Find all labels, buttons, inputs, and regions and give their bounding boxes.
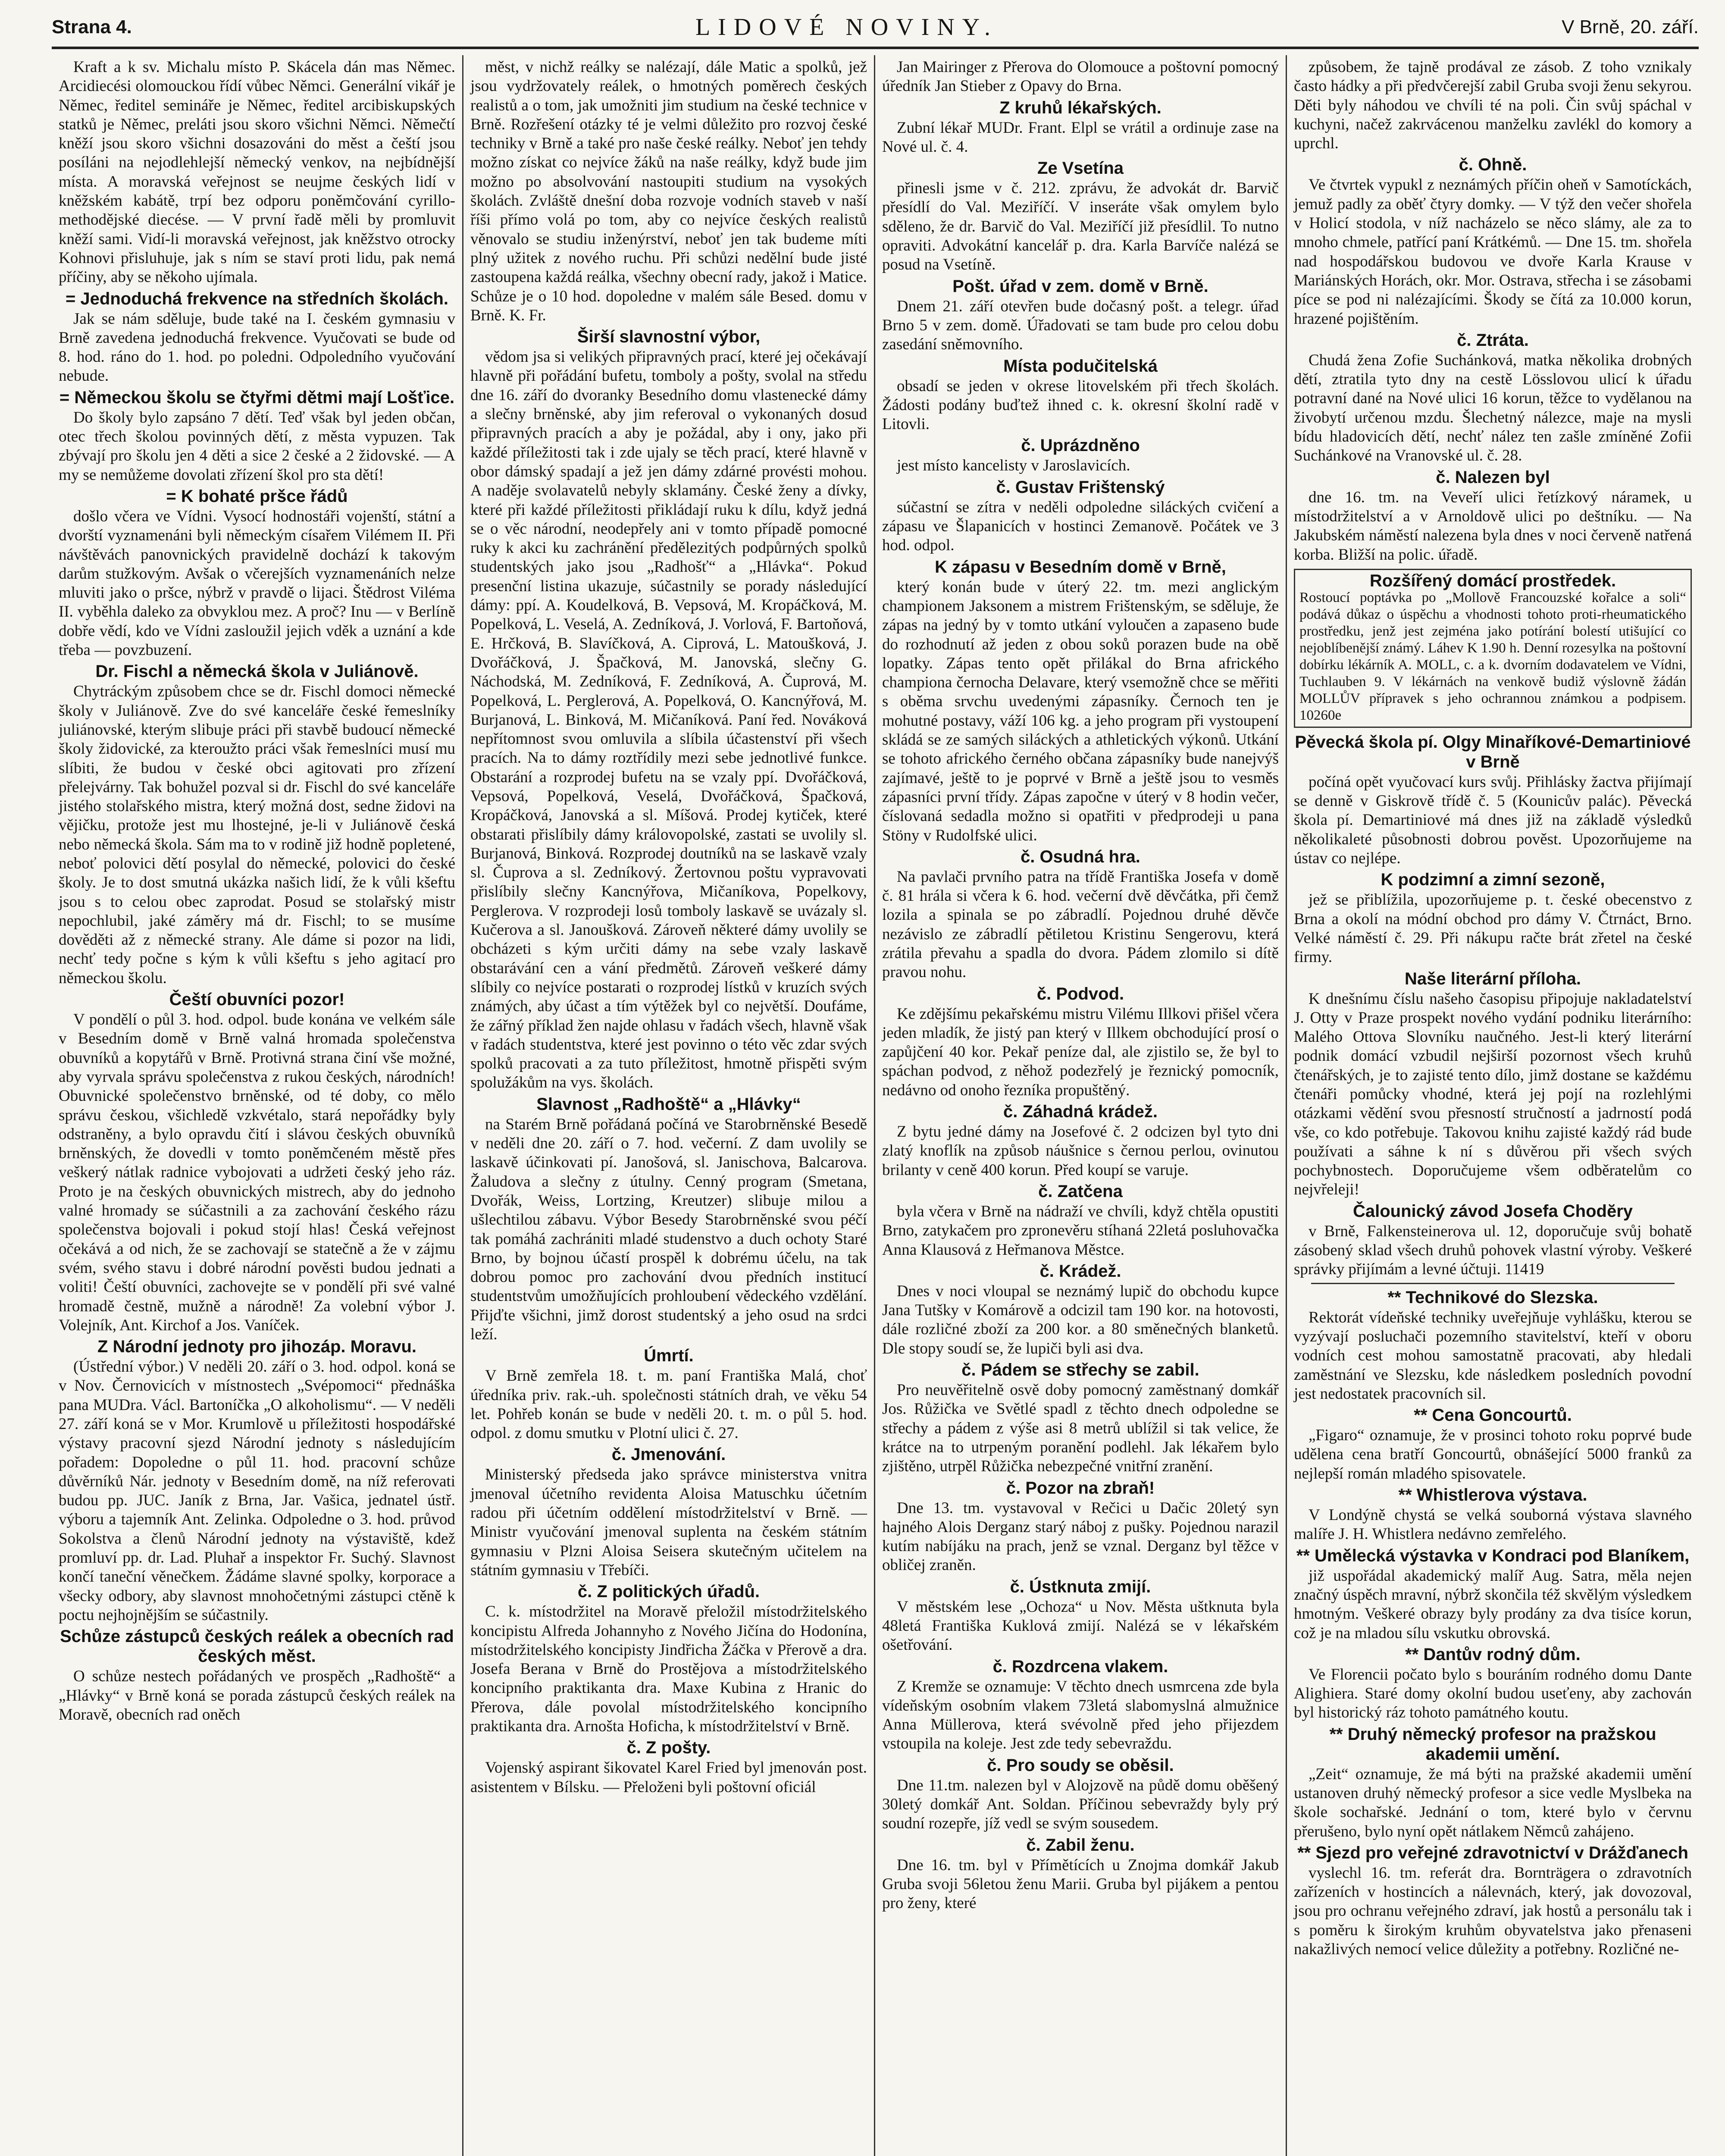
article-paragraph: v Brně, Falkensteinerova ul. 12, doporučuje svůj bohatě zásobený sklad všech druhů pohovek vlastní výroby. Veškeré správky přijímám a levné účtuji. 11419: [1294, 1222, 1692, 1279]
article-heading: č. Podvod.: [1036, 984, 1124, 1003]
article-paragraph: došlo včera ve Vídni. Vysocí hodnostáři vojenští, státní a dvorští vyznamenáni byli německým císařem Vilémem II. Při návštěvách panovnických pravidelně dochází k takovým darům stužkovým. Avšak o včerejších vyznamenáních nelze mluviti jako o pršce, nýbrž v pravdě o lijaci. Štědrost Viléma II. vyběhla daleko za obvyklou mez. A proč? Inu — v Berlíně dobře vědí, kdo ve Vídni zasloužil jejich vděk a uznání a kde třeba — povzbuzení.: [59, 507, 455, 659]
article-paragraph: Dne 16. tm. byl v Přímětících u Znojma domkář Jakub Gruba svoji 56letou ženu Marii. Gruba byl pijákem a pentou pro ženy, které: [882, 1856, 1279, 1912]
article-paragraph: Jak se nám sděluje, bude také na I. českém gymnasiu v Brně zavedena jednoduchá frekvence. Vyučovati se bude od 8. hod. ráno do 1. hod. po poledni. Odpoledního vyučování nebude.: [59, 310, 455, 385]
column-2: [463, 55, 875, 2156]
article-paragraph: již uspořádal akademický malíř Aug. Satra, měla nejen značný úspěch mravní, nýbrž skončila též skvělým výsledkem hmotným. Veškeré obrazy byly prodány za dva tisíce korun, což je na mladou sílu vskutku obrovská.: [1294, 1567, 1692, 1642]
article-heading: = K bohaté pršce řádů: [166, 486, 348, 506]
article-paragraph: Ve čtvrtek vypukl z neznámých příčin oheň v Samotíckách, jemuž padly za oběť čtyry domky. — V týž den večer shořela v Holicí stodola, v níž nacházelo se něco slámy, ale za to mnoho chmele, patřící paní Krátkémů. — Dne 15. tm. shořela nad hospodářskou budovou ve dvoře Karla Krause v Mariánských Horách, okr. Mor. Ostrava, střecha i se zásobami píce se pod ni nalézajícími. Škody se čítá za 10.000 korun, hrazené pojištěním.: [1294, 176, 1692, 328]
article-paragraph: byla včera v Brně na nádraží ve chvíli, když chtěla opustiti Brno, zatykačem pro zpronevěru stíhaná 22letá posluhovačka Anna Klausová z Heřmanova Městce.: [882, 1202, 1279, 1259]
article-heading: = Jednoduchá frekvence na středních školách.: [65, 289, 449, 308]
article-heading: = Německou školu se čtyřmi dětmi mají Lošťice.: [59, 388, 455, 407]
article-paragraph: V městském lese „Ochoza“ u Nov. Města uštknuta byla 48letá Františka Kuklová zmijí. Nalézá se v lékařském ošetřování.: [882, 1598, 1279, 1654]
article-paragraph: Z bytu jedné dámy na Josefové č. 2 odcizen byl tyto dni zlatý knoflík na způsob náušnice s černou perlou, ovinutou brilanty v ceně 400 korun. Před koupí se varuje.: [882, 1123, 1279, 1179]
article-paragraph: Pro neuvěřitelně osvě doby pomocný zaměstnaný domkář Jos. Růžička ve Světlé spadl z těchto dnech odpoledne se střechy a pádem z výše asi 8 metrů ublížil si tak velice, že krátce na to utrpeným poranění podlehl. Jak lékařem bylo zjištěno, utrpěl Růžička nebezpečné vnitřní zranění.: [882, 1381, 1279, 1476]
article-paragraph: měst, v nichž reálky se nalézají, dále Matic a spolků, jež jsou vydržovately reálek, o hmotných poměrech českých realistů a o tom, jak umožniti jim studium na české technice v Brně. Rozřešení otázky té je velmi důležito pro rozvoj české techniky v Brně a také pro naše české reálky. Neboť jen tehdy možno získat co nejvíce žáků na naše reálky, když bude jim možno po absolvování nastoupiti studium na vysokých školách. Zvláště dnešní doba rozvoje vodních staveb v naší říši přímo volá po tom, aby co nejvíce českých realistů věnovalo se studiu inženýrství, neboť jen tak budeme míti plný užitek z nového ruchu. Při schůzi nedělní bude jisté zastoupena každá reálka, všechny obecní rady, jakož i Matice. Schůze je o 10 hod. dopoledne v malém sále Besed. domu v Brně. K. Fr.: [470, 58, 867, 324]
article-heading: Úmrtí.: [644, 1346, 694, 1366]
article-paragraph: Vojenský aspirant šikovatel Karel Fried byl jmenován post. asistentem v Bílsku. — Přeloženi byli poštovní oficiál: [470, 1759, 867, 1796]
article-paragraph: Jan Mairinger z Přerova do Olomouce a poštovní pomocný úředník Jan Stieber z Opavy do Brna.: [882, 58, 1279, 95]
advertisement-text: Rostoucí poptávka po „Mollově Francouzské kořalce a soli“ podává důkaz o úspěchu a vhodnosti tohoto proti-rheumatického prostředku, jenž jest zejména jako potírání bolestí utišující co nejoblíbenější známý. Láhev K 1.90 h. Denní rozesylka na poštovní dobírku lékárník A. MOLL, c. a k. dvorním dodavatelem ve Vídni, Tuchlauben 9. V lékárnách na venkově budiž výslovně žádán MOLLŮV přípravek s jeho ochrannou známkou a podpisem. 10260e: [1299, 589, 1686, 723]
column-4: [1287, 55, 1699, 2156]
article-heading: K podzimní a zimní sezoně,: [1381, 870, 1605, 890]
article-paragraph: vědom jsa si velikých připravných prací, které jej očekávají hlavně při pořádání bufetu, tomboly a pošty, svolal na středu dne 16. září do dvoranky Besedního domu vlastenecké dámy a slečny brněnské, aby jim referoval o vykonaných dosud připravných pracích a aby je požádal, aby i ony, jako při každé příležitosti tak i zde ujaly se těch prací, které hlavně v obor dámský spadají a jež jen dámy zdárné provésti mohou. A naděje svolavatelů nebyly sklamány. České ženy a dívky, které při každé příležitosti přikládají ruku k dílu, když jedná se o věc národní, neodepřely ani v tomto případě pomocné ruky k akci ku zachránění předělezitých podpůrných spolků studentských jako jsou „Radhošť“ a „Hlávka“. Pokud presenční listina ukazuje, súčastnily se porady následující dámy: ppí. A. Koudelková, B. Vepsová, M. Kropáčková, M. Popelková, L. Veselá, A. Zedníková, J. Vorlová, F. Bartoňová, E. Hrčková, B. Slavíčková, A. Ciprová, L. Matoušková, J. Dvořáčková, J. Špačková, M. Janovská, slečny G. Náchodská, M. Zedníková, F. Zedníková, A. Čuprová, M. Popelková, L. Perglerová, A. Popelková, O. Kancnýřová, M. Burjanová, L. Binková, M. Mičaníková. Paní řed. Nováková nepřítomnost svou omluvila a slíbila účastenství při všech pracích. Na to dámy roztřídily mezi sebe jednotlivé funkce. Obstarání a rozprodej bufetu na se vzaly ppí. Dvořáčková, Vepsová, Popelková, Veselá, Dvořáčková, Špačková, Kropáčková, Janovská a sl. Míšová. Prodej kytiček, které obstarati přislíbily dámy královopolské, zastati se uvolily sl. Burjanová, Binková. Rozprodej doutníků na se laskavě vzaly sl. Čuprova a sl. Zedníkový. Žertovnou poštu vypravovati přislíbily slečny Kancnýřova, Mičaníkova, Popelkovy, Perglerova. V rozprodeji losů tomboly laskavě se uvázaly sl. Kučerova a sl. Janoušková. Zároveň některé dámy uvolily se obcházeti s kým určiti dámy na sebe vzaly laskavě obstarávání cen a vání předmětů. Zároveň veškeré dámy slíbily co nejvíce postarati o rozprodej lístků v kruzích svých známých, aby účast a tím výtěžek byl co největší. Doufáme, že zářný příklad žen najde ohlasu v řadách všech, hlavně však v řadách studentstva, které jest povinno o této věc zdar svých spolků pracovati a za tuto příležitost, hmotně přispěti svým spolužákům na vys. školách.: [470, 348, 867, 1092]
article-paragraph: Do školy bylo zapsáno 7 dětí. Teď však byl jeden občan, otec třech školou povinných dětí, z města vypuzen. Tak zbývají pro školu jen 4 děti a sice 2 české a 2 židovské. — A my se nemůžeme dovolati zřízení škol pro sta dětí!: [59, 408, 455, 484]
article-paragraph: Rektorát vídeňské techniky uveřejňuje vyhlášku, kterou se vyzývají posluchači pozemního stavitelství, kteří v oboru vodních cest mohou samostatně pracovati, aby hledali zaměstnání ve Slezsku, kde následkem posledních povodní jest nedostatek pracovních sil.: [1294, 1308, 1692, 1403]
article-heading: ** Druhý německý profesor na pražskou akademii umění.: [1329, 1724, 1656, 1764]
article-paragraph: počíná opět vyučovací kurs svůj. Přihlásky žactva přijímají se denně v Giskrově třídě č. 5 (Kounicův palác). Pěvecká škola pí. Demartiniové má dnes již na základě výsledků několikaleté působnosti dobrou pověst. Upozorňujeme na ústav co nejlépe.: [1294, 773, 1692, 868]
newspaper-title: LIDOVÉ NOVINY.: [695, 14, 998, 41]
article-heading: Širší slavnostní výbor,: [577, 327, 761, 347]
text-columns: [52, 55, 1699, 2156]
article-paragraph: Dne 11.tm. nalezen byl v Alojzově na půdě domu oběšený 30letý domkář Ant. Soldan. Příčinou sebevraždy byly prý soudní rozepře, jíž vedl se svým sousedem.: [882, 1776, 1279, 1833]
article-heading: č. Pro soudy se oběsil.: [987, 1755, 1174, 1775]
article-heading: Pěvecká škola pí. Olgy Minaříkové-Demartiniové v Brně: [1295, 732, 1691, 771]
article-heading: č. Ztráta.: [1457, 330, 1529, 350]
advertisement-box: [1294, 569, 1692, 728]
article-heading: č. Zabil ženu.: [1026, 1835, 1135, 1855]
article-heading: ** Dantův rodný dům.: [1405, 1645, 1581, 1664]
issue-date: V Brně, 20. září.: [1562, 16, 1699, 38]
article-heading: č. Pozor na zbraň!: [1006, 1478, 1155, 1498]
article-heading: Dr. Fischl a německá škola v Juliánově.: [95, 662, 419, 681]
advertisement-title: Rozšířený domácí prostředek.: [1369, 571, 1616, 590]
page-number: Strana 4.: [52, 16, 132, 38]
article-paragraph: Dne 13. tm. vystavoval v Rečici u Dačic 20letý syn hajného Alois Derganz starý náboj z pušky. Pojednou narazil kutím nabíjáku na prach, jenž se vznal. Derganz byl těžce v obličej zraněn.: [882, 1499, 1279, 1574]
article-paragraph: Chytráckým způsobem chce se dr. Fischl domoci německé školy v Juliánově. Zve do své kanceláře české řemeslníky juliánovské, kterým slibuje práci při stavbě budoucí německé školy židovické, za kteroužto práci však řemeslníci musí mu slíbiti, že budou v české obci agitovati pro zřízení přelejvárny. Tak bohužel pozval si dr. Fischl do své kanceláře jistého stolařského mistra, který možná dost, sedne židovi na vějičku, protože jest mu lhostejné, je-li v Juliánově česká nebo německá škola. Sám ma to v rodině již hodně popletené, neboť polovici dětí posylal do německé, polovici do české školy. Je to dost smutná ukázka našich lidí, že k vůli kšeftu jsou s to celou obec zaprodat. Posud se stolařský mistr nepochlubil, jaké záměry má dr. Fischl; to se musíme dověděti až z německé strany. Ale dáme si pozor na lidi, nechť tedy počne s kým k vůli kšeftu s jeho agitací pro německou školu.: [59, 683, 455, 987]
article-paragraph: O schůze nestech pořádaných ve prospěch „Radhoště“ a „Hlávky“ v Brně koná se porada zástupců českých reálek na Moravě, obecních rad oněch: [59, 1667, 455, 1724]
article-heading: č. Ústknuta zmijí.: [1010, 1577, 1151, 1596]
article-heading: Schůze zástupců českých reálek a obecních rad českých měst.: [60, 1627, 454, 1666]
article-heading: ** Sjezd pro veřejné zdravotnictví v Drážďanech: [1297, 1843, 1688, 1862]
column-1: [52, 55, 463, 2156]
article-paragraph: Ve Florencii počato bylo s bouráním rodného domu Dante Alighiera. Staré domy okolní budou useťeny, aby zachován byl historický ráz tohoto památného koutu.: [1294, 1665, 1692, 1722]
article-paragraph: Dnes v noci vloupal se neznámý lupič do obchodu kupce Jana Tutšky v Komárově a odcizil tam 190 kor. na hotovosti, dále rozličné zboží za 200 kor. a 80 směnečných blanketů. Dle stopy soudí se, že lupiči byli asi dva.: [882, 1282, 1279, 1357]
article-heading: č. Z pošty.: [626, 1738, 711, 1758]
article-heading: ** Technikové do Slezska.: [1387, 1288, 1598, 1307]
article-paragraph: Kraft a k sv. Michalu místo P. Skácela dán mas Němec. Arcidiecési olomouckou řídí vůbec Němci. Generální vikář je Němec, ředitel semináře je Němec, ředitel arcibiskupských statků je Němec, preláti jsou skoro všichni Němci. Němečtí kněží jsou skoro všichni dosazováni do měst a čeští jsou posíláni na nejodlehlejší německý venkov, na nejbídnější místa. A moravská veřejnost se neujme českých lidí v kněžském kabátě, trpí bez odporu poněmčování cyrillo-methodějské diecése. — V první řadě měli by promluvit kněží sami. Vidí-li moravská veřejnost, jak kněžstvo otrocky Kohnovi přisluhuje, jak s ním se staví proti lidu, pak nemá příčiny, aby se někoho ujímala.: [59, 58, 455, 286]
article-heading: Místa podučitelská: [1003, 356, 1158, 376]
article-heading: Z Národní jednoty pro jihozáp. Moravu.: [97, 1337, 417, 1357]
article-paragraph: Z Kremže se oznamuje: V těchto dnech usmrcena zde byla vídeňským osobním vlakem 73letá slabomyslná almužnice Anna Müllerova, která svévolně před jeho přijezdem vstoupila na koleje. Jest zde tedy sebevraždu.: [882, 1677, 1279, 1753]
article-paragraph: V Londýně chystá se velká souborná výstava slavného malíře J. H. Whistlera nedávno zemřelého.: [1294, 1506, 1692, 1543]
article-paragraph: Ministerský předseda jako správce ministerstva vnitra jmenoval účetního revidenta Aloisa Matuschku účetním radou při účetním oddělení místodržitelství v Brně. — Ministr vyučování jmenoval suplenta na českém státním gymnasiu v Plzni Aloisa Seisera skutečným učitelem na státním gymnasiu v Třebíči.: [470, 1466, 867, 1579]
article-heading: č. Rozdrcena vlakem.: [992, 1657, 1168, 1676]
article-paragraph: způsobem, že tajně prodával ze zásob. Z toho vznikaly často hádky a při předvčerejší zabil Gruba svoji ženu sekyrou. Děti byly náhodou ve chvíli té na poli. Čin svůj spáchal v kuchyni, načež zakrvácenou manželku zavlékl do komory a uprchl.: [1294, 58, 1692, 153]
article-paragraph: obsadí se jeden v okrese litovelském při třech školách. Žádosti podány buďtež ihned c. k. okresní školní radě v Litovli.: [882, 377, 1279, 433]
article-heading: ** Whistlerova výstava.: [1398, 1485, 1587, 1505]
article-paragraph: (Ústřední výbor.) V neděli 20. září o 3. hod. odpol. koná se v Nov. Černovicích v místnostech „Svépomoci“ přednáška pana MUDra. Václ. Bartoníčka „O alkoholismu“. — V neděli 27. září koná se v Mor. Krumlově u příležitosti hospodářské výstavy pracovní sjezd Národní jednoty s následujícím pořadem: Dopoledne o půl 11. hod. pracovní schůze důvěrníků Nár. jednoty v Besedním domě, na níž referovati budou pp. JUC. Janík z Brna, Jar. Vašica, jednatel ústř. výboru a tajemník Ant. Zelinka. Odpoledne o 3. hod. průvod Sokolstva a členů Národní jednoty na výstaviště, kdež promluví pp. dr. Lad. Pluhař a inspektor Fr. Suchý. Slavnost končí taneční věnečkem. Žádáme slavné spolky, korporace a všecky odbory, aby slavnost mnohočetnými zástupci ctěně k poctu nejhojnějším se súčastnily.: [59, 1358, 455, 1624]
article-paragraph: súčastní se zítra v neděli odpoledne siláckých cvičení a zápasu ve Šlapanicích v hostinci Zemanově. Počátek ve 3 hod. odpol.: [882, 498, 1279, 555]
article-heading: č. Z politických úřadů.: [577, 1582, 760, 1601]
section-divider: [1311, 1283, 1675, 1284]
article-heading: Slavnost „Radhoště“ a „Hlávky“: [536, 1094, 801, 1114]
article-heading: Čeští obuvníci pozor!: [169, 990, 345, 1009]
article-heading: ** Umělecká výstavka v Kondraci pod Blaníkem,: [1296, 1546, 1690, 1565]
article-heading: ** Cena Goncourtů.: [1414, 1406, 1572, 1425]
article-heading: Naše literární příloha.: [1404, 969, 1581, 988]
article-heading: č. Záhadná krádež.: [1003, 1102, 1158, 1122]
article-heading: č. Krádež.: [1039, 1261, 1121, 1281]
article-paragraph: V Brně zemřela 18. t. m. paní Františka Malá, choť úředníka priv. rak.-uh. společnosti státních drah, ve věku 54 let. Pohřeb konán se bude v neděli 20. t. m. o půl 5. hod. odpol. z domu smutku v Plotní ulici č. 27.: [470, 1367, 867, 1442]
article-paragraph: Ke zdějšímu pekařskému mistru Vilému Illkovi přišel včera jeden mladík, že jistý pan který v Illkem obchodující prosí o zapůjčení 40 kor. Pekař peníze dal, ale zjistilo se, že byl to spáchan podvod, z něhož podezřelý je řeznický pomocník, nedávno od onoho řezníka propuštěný.: [882, 1005, 1279, 1099]
article-paragraph: „Figaro“ oznamuje, že v prosinci tohoto roku poprvé bude udělena cena bratří Goncourtů, obnášející 5000 franků za nejlepší román mladého spisovatele.: [1294, 1426, 1692, 1482]
column-3: [875, 55, 1287, 2156]
article-paragraph: vyslechl 16. tm. referát dra. Bornträgera o zdravotních zařízeních v hostincích a nálevnách, který, jak dovozoval, jsou pro ochranu veřejného zdraví, jak hostů a personálu tak i s poměru k širokým kruhům obyvatelstva jako přenaseni nakažlivých nemocí velice důležity a potřebny. Rozličné ne-: [1294, 1864, 1692, 1959]
article-heading: Z kruhů lékařských.: [999, 98, 1161, 117]
article-heading: K zápasu v Besedním domě v Brně,: [935, 557, 1226, 577]
article-paragraph: V pondělí o půl 3. hod. odpol. bude konána ve velkém sále v Besedním domě v Brně valná hromada společenstva obuvníků a kopytářů v Brně. Protivná strana činí vše možné, aby vyrvala správu společenstva z rukou českých, národních! Obuvnické společenstvo brněnské, od té doby, co mělo správu českou, všichledě vzkvétalo, stará nepořádky byly odstraněny, a bylo opravdu čití i slávou českých obuvníků brněnských, že dovedli v tomto poněmčeném městě přes veškerý nátlak radnice vybojovati a udržeti český jeho ráz. Proto je na českých obuvnických mistrech, aby do jednoho valné hromady se súčastnili a za zachování českého rázu společenstva bojovali i pokud stojí hlas! Česká veřejnost očekává a od nich, že se zachovají se statečně a že v zájmu svém, svého stavu i dobré národní pověsti budou jednati a voliti! Čeští obuvníci, zachovejte se v pondělí při své valné hromadě čestně, mužně a národně! Za volební výbor J. Volejník, Ant. Kirchof a Jos. Vaníček.: [59, 1011, 455, 1334]
article-paragraph: Chudá žena Zofie Suchánková, matka několika drobných dětí, ztratila tyto dny na cestě Lösslovou ulicí k úřadu potravní dané na Nové ulici 16 korun, těžce to vydělanou na živobytí určenou mzdu. Šlechetný nálezce, maje na mysli bídu hladovicích dětí, nechť nález ten zašle zmíněné Zofii Suchánkové na Vranovské ul. č. 28.: [1294, 351, 1692, 465]
article-heading: Pošt. úřad v zem. domě v Brně.: [952, 276, 1208, 296]
article-paragraph: dne 16. tm. na Veveří ulici řetízkový náramek, u místodržitelství a v Arnoldově ulici po deštníku. — Na Jakubském náměstí nalezena byla dnes v noci červeně natřená korba. Bližší na polic. úřadě.: [1294, 488, 1692, 564]
article-paragraph: „Zeit“ oznamuje, že má býti na pražské akademii umění ustanoven druhý německý profesor a sice vedle Myslbeka na škole sochařské. Jednání o tom, které bylo v červnu přerušeno, bylo nyní opět nátlakem Němců zahájeno.: [1294, 1765, 1692, 1840]
article-paragraph: Zubní lékař MUDr. Frant. Elpl se vrátil a ordinuje zase na Nové ul. č. 4.: [882, 119, 1279, 156]
article-paragraph: přinesli jsme v č. 212. zprávu, že advokát dr. Barvič přesídlí do Val. Meziříčí. V inseráte však omylem bylo sděleno, že dr. Barvič do Val. Meziříčí již přesídlil. To nutno opraviti. Advokátní kancelář p. dra. Karla Barvíče nalézá se posud na Vsetíně.: [882, 179, 1279, 274]
article-heading: č. Zatčena: [1038, 1181, 1123, 1201]
article-paragraph: C. k. místodržitel na Moravě přeložil místodržitelského koncipistu Alfreda Johannyho z Nového Jičína do Hodonína, místodržitelského koncipisty Jindřicha Žáčka v Přerově a dra. Josefa Berana v Brně do Prostějova a místodržitelského koncipního praktikanta dra. Maxe Kubina z Hranic do Přerova, dále povolal místodržitelského koncipního praktikanta dra. Arnošta Hoficha, k místodržitelství v Brně.: [470, 1603, 867, 1736]
article-paragraph: jest místo kancelisty v Jaroslavicích.: [897, 457, 1130, 475]
article-heading: č. Pádem se střechy se zabil.: [961, 1360, 1199, 1380]
article-paragraph: který konán bude v úterý 22. tm. mezi anglickým championem Jaksonem a mistrem Frištenským, se sděluje, že zápas na jedný by v tomto utkání vyloučen a zapaseno bude do rozhodnutí až jeden z obou soků porazen bude na obě lopatky. Zápas tento opět přilákal do Brna afrického championa černocha Delavare, který vsemožně chce se měřiti s oběma srvchu uvedenými zápasníky. Černoch ten je mohutné postavy, váží 106 kg. a jeho program při vystoupení skládá se ze samých siláckých a athletických výkonů. Utkání se tohoto afrického černého občana zápasníky bude nanejvýš zajímavé, ještě to je poprvé v Brně a ještě jsou to vesměs zápasníci první třídy. Zápas započne v úterý v 8 hodin večer, číslovaná sedadla možno si opatřiti v předprodeji u pana Stöny v Rudolfské ulici.: [882, 578, 1279, 844]
article-heading: č. Gustav Frištenský: [996, 477, 1165, 497]
article-heading: Ze Vsetína: [1037, 159, 1124, 178]
article-paragraph: jež se přiblížila, upozorňujeme p. t. české obecenstvo z Brna a okolí na módní obchod pro dámy V. Čtrnáct, Brno. Velké náměstí č. 29. Při nákupu račte brát zřetel na české firmy.: [1294, 891, 1692, 966]
article-heading: č. Jmenování.: [611, 1445, 726, 1464]
article-paragraph: K dnešnímu číslu našeho časopisu připojuje nakladatelství J. Otty v Praze prospekt nového vydání podniku literárního: Malého Ottova Slovníku naučného. Jest-li který literární podnik domácí vzbudil nejširší pozornost všech kruhů čtenářských, je to zajisté tento dílo, jimž dostane se každému čtenáři pomůcky vhodné, která jej pojí na rozlehlými otázkami vědění svou přesností stručností a jadrností podá vše, co kdo potřebuje. Takovou knihu zajisté každý rád bude používati a sáhne k ní s důvěrou při všech svých pochybnostech. Doporučujeme všem odběratelům co nejvřeleji!: [1294, 990, 1692, 1199]
article-paragraph: Na pavlači prvního patra na třídě Františka Josefa v domě č. 81 hrála si včera k 6. hod. večerní dvě děvčátka, při čemž lozila a spinala se po zábradlí. Pojednou druhé děvče nezávislo ze zábradlí pětiletou Kristinu Sengerovu, která zrátila převahu a spadla do dvora. Pádem zlomilo si dítě pravou nohu.: [882, 868, 1279, 981]
article-heading: Čalounický závod Josefa Chodĕry: [1352, 1201, 1633, 1221]
article-heading: č. Ohně.: [1459, 155, 1527, 175]
article-heading: č. Nalezen byl: [1436, 467, 1550, 487]
article-paragraph: na Starém Brně pořádaná počíná ve Starobrněnské Besedě v neděli dne 20. září o 7. hod. večerní. Z dam uvolily se laskavě účinkovati pí. Janošová, sl. Janischova, Balcarova. Žaludova a slečny z útulny. Cenný program (Smetana, Dvořák, Weiss, Lortzing, Kreutzer) slibuje milou a ušlechtilou zábavu. Výbor Besedy Starobrněnské svou péčí tak pomáhá zachrániti mladé studenstvo a duch ochoty Staré Brno, by bojnou účastí prospěl k dobrému účelu, na tak dobrou pomoc pro zachování dvou předních institucí studentstvům umožňujících prohloubení vědeckého vzdělání. Přijďte všichni, jimž dorost studentský a jeho osud na srdci leží.: [470, 1115, 867, 1343]
article-paragraph: Dnem 21. září otevřen bude dočasný pošt. a telegr. úřad Brno 5 v zem. domě. Úřadovati se tam bude pro celou dobu zasedání sněmovního.: [882, 297, 1279, 354]
article-heading: č. Uprázdněno: [1021, 436, 1140, 455]
article-heading: č. Osudná hra.: [1021, 847, 1140, 866]
masthead: [52, 8, 1699, 49]
